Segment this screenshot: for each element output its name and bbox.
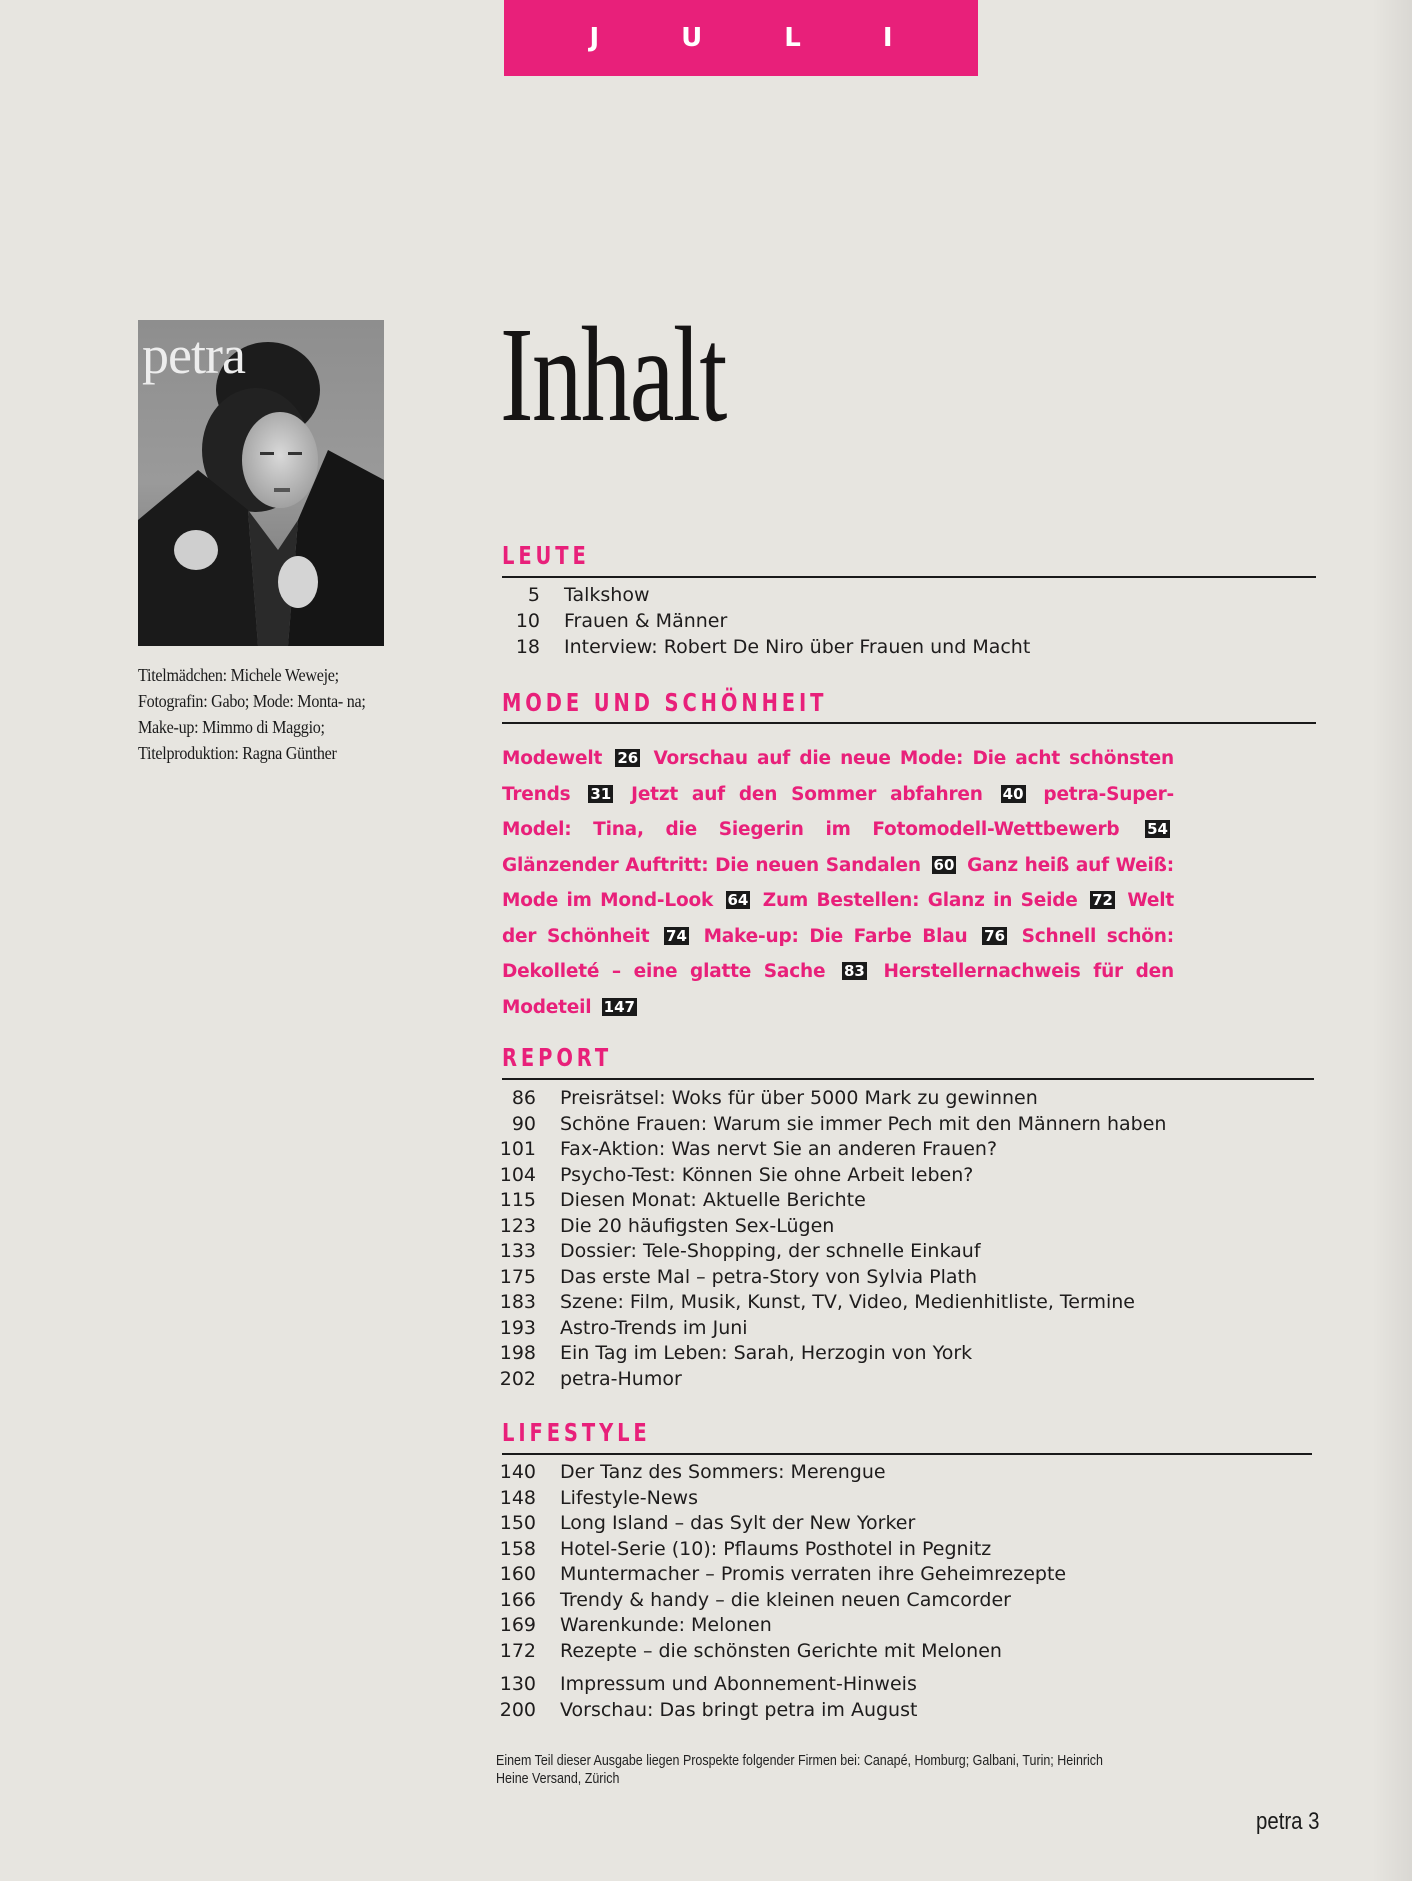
toc-page-number: 104 bbox=[499, 1163, 536, 1186]
toc-page-number: 202 bbox=[499, 1367, 536, 1390]
toc-entry-title: Frauen & Männer bbox=[564, 610, 728, 632]
month-letter: U bbox=[681, 23, 703, 53]
mode-entry-title: Modewelt bbox=[502, 748, 603, 769]
toc-page-number: 133 bbox=[499, 1240, 536, 1262]
toc-entry bbox=[496, 1163, 1166, 1189]
toc-page-number: 130 bbox=[499, 1673, 536, 1695]
toc-entry bbox=[496, 1639, 1066, 1665]
toc-entry-title: Psycho-Test: Können Sie ohne Arbeit leben? bbox=[560, 1163, 974, 1186]
toc-page-number: 18 bbox=[515, 636, 540, 658]
month-letter: L bbox=[784, 23, 801, 53]
toc-entry-title: Preisrätsel: Woks für über 5000 Mark zu gewinnen bbox=[560, 1087, 1038, 1109]
mode-entry-title: Make-up: Die Farbe Blau bbox=[703, 925, 968, 947]
page-title: Inhalt bbox=[500, 300, 726, 450]
toc-entry bbox=[496, 1341, 1166, 1367]
toc-entry bbox=[496, 1265, 1166, 1291]
lifestyle-extra-list bbox=[496, 1671, 917, 1723]
toc-entry bbox=[496, 1086, 1166, 1112]
section-divider bbox=[502, 722, 1316, 724]
toc-entry bbox=[496, 1613, 1066, 1639]
toc-entry-title: Vorschau: Das bringt petra im August bbox=[560, 1699, 918, 1721]
toc-page-number: 115 bbox=[499, 1189, 536, 1211]
toc-entry-title: Warenkunde: Melonen bbox=[560, 1614, 772, 1636]
month-banner bbox=[504, 0, 978, 76]
toc-entry bbox=[496, 1112, 1166, 1138]
toc-entry bbox=[496, 1588, 1066, 1614]
mode-entry-title: Schnell schön: Dekolleté – eine glatte Sache bbox=[502, 925, 1174, 982]
section-heading-mode: MODE UND SCHÖNHEIT bbox=[502, 688, 828, 717]
toc-page-number: 150 bbox=[499, 1512, 536, 1534]
toc-page-number: 5 bbox=[527, 584, 540, 606]
page-number: petra 3 bbox=[1256, 1808, 1320, 1835]
cover-logo: petra bbox=[142, 325, 245, 385]
mode-entry-title: Herstellernachweis für den Modeteil bbox=[502, 961, 1174, 1018]
section-divider bbox=[502, 1078, 1314, 1080]
month-letter: I bbox=[882, 23, 893, 53]
report-list bbox=[496, 1086, 1166, 1392]
toc-entry bbox=[496, 1188, 1166, 1214]
mode-entry-title: Zum Bestellen: Glanz in Seide bbox=[762, 890, 1078, 911]
toc-entry bbox=[496, 1537, 1066, 1563]
toc-entry bbox=[496, 1511, 1066, 1537]
toc-entry-title: Talkshow bbox=[564, 584, 650, 606]
section-divider bbox=[502, 576, 1316, 578]
toc-page-number: 158 bbox=[499, 1537, 536, 1560]
toc-entry bbox=[496, 634, 1030, 660]
footnote: Einem Teil dieser Ausgabe liegen Prospekte folgender Firmen bei: Canapé, Homburg; Galbani, Turin; Heinrich Heine Versand, Zürich bbox=[496, 1753, 1103, 1787]
toc-entry bbox=[496, 1214, 1166, 1240]
section-heading-leute: LEUTE bbox=[502, 541, 590, 570]
toc-entry bbox=[496, 1316, 1166, 1342]
toc-entry-title: Die 20 häufigsten Sex-Lügen bbox=[560, 1214, 835, 1237]
mode-entry-title: petra-Super-Model: Tina, die Siegerin im Fotomodell-Wettbewerb bbox=[502, 783, 1175, 840]
section-divider bbox=[502, 1453, 1312, 1455]
toc-page-number: 10 bbox=[515, 610, 540, 632]
toc-page-number: 148 bbox=[499, 1486, 536, 1509]
toc-page-number: 198 bbox=[499, 1342, 536, 1364]
cover-image bbox=[138, 320, 384, 646]
toc-page-number: 172 bbox=[499, 1639, 536, 1662]
toc-page-number: 166 bbox=[499, 1588, 536, 1611]
mode-page-badge: 26 bbox=[617, 749, 639, 767]
toc-entry-title: Astro-Trends im Juni bbox=[560, 1316, 748, 1339]
toc-entry-title: Schöne Frauen: Warum sie immer Pech mit den Männern haben bbox=[560, 1112, 1167, 1135]
toc-entry-title: petra-Humor bbox=[560, 1367, 682, 1390]
month-letter: J bbox=[589, 23, 600, 53]
toc-entry bbox=[496, 1486, 1066, 1512]
toc-entry-title: Muntermacher – Promis verraten ihre Geheimrezepte bbox=[560, 1563, 1067, 1585]
mode-page-badge: 60 bbox=[933, 855, 955, 874]
mode-page-badge: 64 bbox=[727, 891, 749, 909]
mode-page-badge: 83 bbox=[843, 962, 865, 980]
toc-page-number: 160 bbox=[499, 1563, 536, 1585]
section-heading-lifestyle: LIFESTYLE bbox=[502, 1418, 651, 1447]
mode-entry-title: Ganz heiß auf Weiß: Mode im Mond-Look bbox=[502, 854, 1174, 911]
toc-entry bbox=[496, 1367, 1166, 1393]
toc-entry-title: Long Island – das Sylt der New Yorker bbox=[560, 1512, 916, 1534]
toc-entry bbox=[496, 582, 1030, 608]
mode-page-badge: 147 bbox=[603, 997, 635, 1016]
leute-list bbox=[496, 582, 1030, 660]
toc-entry-title: Rezepte – die schönsten Gerichte mit Melonen bbox=[560, 1639, 1002, 1662]
toc-entry bbox=[496, 1460, 1066, 1486]
toc-page-number: 193 bbox=[499, 1316, 536, 1339]
toc-page-number: 175 bbox=[499, 1265, 536, 1288]
toc-entry-title: Ein Tag im Leben: Sarah, Herzogin von York bbox=[560, 1342, 973, 1364]
toc-entry-title: Trendy & handy – die kleinen neuen Camcorder bbox=[560, 1588, 1011, 1611]
toc-page-number: 90 bbox=[511, 1112, 536, 1135]
section-heading-report: REPORT bbox=[502, 1043, 613, 1072]
toc-entry-title: Lifestyle-News bbox=[560, 1486, 699, 1509]
mode-page-badge: 72 bbox=[1092, 891, 1113, 909]
mode-page-badge: 40 bbox=[1002, 784, 1024, 803]
toc-page-number: 183 bbox=[499, 1291, 536, 1313]
mode-page-badge: 76 bbox=[984, 926, 1006, 945]
toc-entry bbox=[496, 1137, 1166, 1163]
lifestyle-list bbox=[496, 1460, 1066, 1664]
cover-caption: Titelmädchen: Michele Weweje; Fotografin: Gabo; Mode: Monta- na; Make-up: Mimmo di Maggio; Titelproduktion: Ragna Günther bbox=[138, 665, 366, 763]
toc-entry bbox=[496, 1671, 917, 1697]
toc-page-number: 123 bbox=[499, 1214, 536, 1237]
page-edge-shadow bbox=[1372, 0, 1412, 1881]
toc-entry-title: Fax-Aktion: Was nervt Sie an anderen Frauen? bbox=[560, 1138, 998, 1160]
toc-entry bbox=[496, 608, 1030, 634]
toc-page-number: 140 bbox=[499, 1461, 536, 1483]
toc-entry-title: Der Tanz des Sommers: Merengue bbox=[560, 1461, 886, 1483]
toc-page-number: 101 bbox=[499, 1138, 536, 1160]
toc-entry bbox=[496, 1290, 1166, 1316]
toc-entry-title: Dossier: Tele-Shopping, der schnelle Einkauf bbox=[560, 1240, 981, 1262]
toc-entry bbox=[496, 1562, 1066, 1588]
toc-entry-title: Szene: Film, Musik, Kunst, TV, Video, Medienhitliste, Termine bbox=[560, 1291, 1135, 1313]
mode-entry-title: Glänzender Auftritt: Die neuen Sandalen bbox=[502, 854, 921, 876]
toc-page-number: 200 bbox=[499, 1699, 536, 1721]
toc-entry-title: Diesen Monat: Aktuelle Berichte bbox=[560, 1189, 866, 1211]
toc-entry bbox=[496, 1239, 1166, 1265]
mode-entry-title: Welt der Schönheit bbox=[502, 890, 1175, 947]
toc-entry-title: Impressum und Abonnement-Hinweis bbox=[560, 1673, 917, 1695]
toc-entry-title: Interview: Robert De Niro über Frauen und Macht bbox=[564, 636, 1031, 658]
toc-entry-title: Hotel-Serie (10): Pflaums Posthotel in Pegnitz bbox=[560, 1537, 992, 1560]
toc-entry-title: Das erste Mal – petra-Story von Sylvia Plath bbox=[560, 1265, 978, 1288]
mode-paragraph bbox=[502, 741, 1174, 1025]
mode-page-badge: 54 bbox=[1147, 820, 1168, 838]
toc-page-number: 169 bbox=[499, 1614, 536, 1636]
mode-page-badge: 74 bbox=[666, 926, 687, 945]
mode-page-badge: 31 bbox=[590, 784, 612, 803]
toc-entry bbox=[496, 1697, 917, 1723]
mode-entry-title: Jetzt auf den Sommer abfahren bbox=[631, 783, 983, 805]
toc-page-number: 86 bbox=[511, 1087, 536, 1109]
mode-entry-title: Vorschau auf die neue Mode: Die acht schönsten Trends bbox=[502, 748, 1174, 805]
